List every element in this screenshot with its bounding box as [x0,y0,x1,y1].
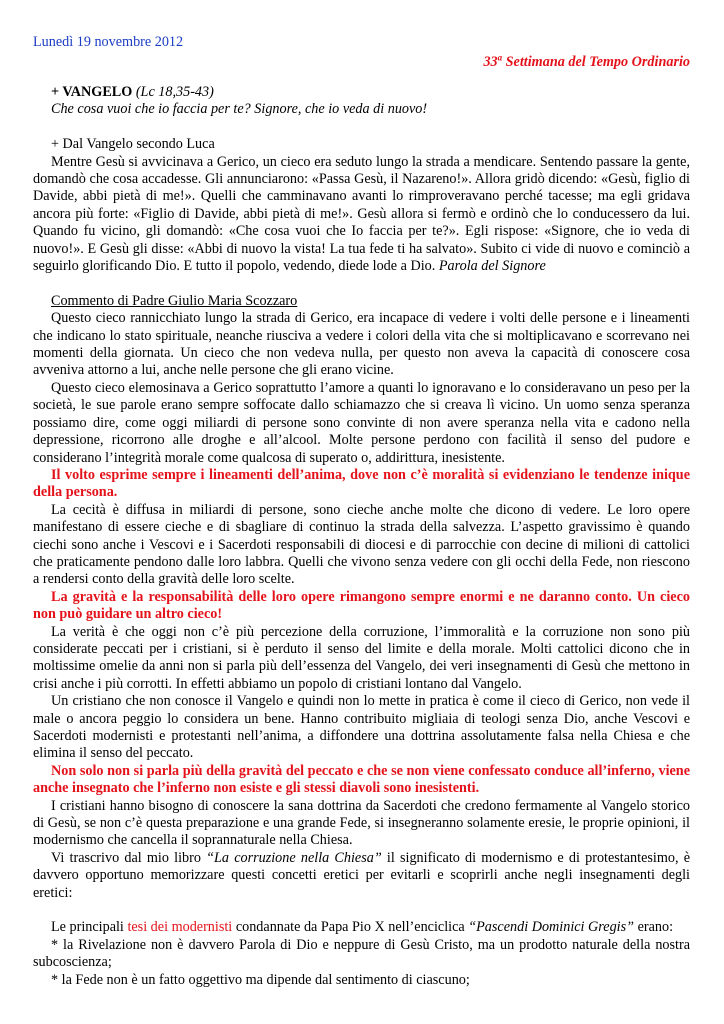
commentary-paragraph-3: La cecità è diffusa in miliardi di persone, sono cieche anche molte che dicono di vedere. Le loro opere manifestano di essere cieche e di sbagliare di continuo la strada della salvezza. L’aspetto gravissimo è quando ciechi sono anche i Vescovi e i Sacerdoti responsabili di diocesi e di parrocchie con decine di milioni di cattolici che praticamente pendono dalle loro labbra. Quelli che vivono senza vedere con gli occhi della Fede, non riescono a rendersi conto della gravità delle loro scelte. [33,501,690,588]
commentary-paragraph-4: La verità è che oggi non c’è più percezione della corruzione, l’immoralità e la corruzione non sono più considerate peccati per i cristiani, si è perduto il senso del limite e della morale. Molti cattolici dicono che in moltissime omelie da anni non si parla più dell’essenza del Vangelo, dei veri insegnamenti di Gesù che mettono in crisi anche i più corrotti. In effetti abbiamo un popolo di cristiani lontano dal Vangelo. [33,623,690,692]
p8-text-a: Le principali [51,919,128,936]
modernist-theses-label: tesi dei modernisti [127,919,233,936]
commentary-paragraph-5: Un cristiano che non conosce il Vangelo e quindi non lo mette in pratica è come il cieco di Gerico, non vede il male o ancora peggio lo considera un bene. Hanno contribuito migliaia di teologi senza Dio, anche Vescovi e Sacerdoti modernisti e protestanti nell’anima, a diffondere una dottrina assolutamente falsa nella Chiesa e che elimina il senso del peccato. [33,693,690,762]
week-ordinal: a [497,52,503,63]
gospel-closing: Parola del Signore [438,258,546,275]
week-text: Settimana del Tempo Ordinario [502,54,690,70]
commentary-heading: Commento di Padre Giulio Maria Scozzaro [51,292,298,309]
gospel-title-line [33,84,690,101]
commentary-paragraph-8 [33,919,690,936]
commentary-paragraph-2: Questo cieco elemosinava a Gerico soprattutto l’amore a quanti lo ignoravano e lo consideravano un peso per la società, le sue parole erano sempre soffocate dallo schiamazzo che si creava lì vicino. Un uomo senza speranza possiamo dire, come oggi miliardi di persone sono convinte di non avere speranza nella vita e cadono nella depressione, ricorrono alle droghe e all’alcool. Molte persone perdono con facilità il senso del pudore e considerano l’integrità morale come qualcosa di superato o, addirittura, inesistente. [33,379,690,466]
p8-text-b: condannate da Papa Pio X nell’enciclica [232,919,469,936]
document-body [33,84,690,989]
commentary-paragraph-7 [33,850,690,902]
gospel-text-paragraph [33,154,690,276]
encyclical-title: “Pascendi Dominici Gregis” [468,919,635,936]
gospel-intro: + Dal Vangelo secondo Luca [51,136,215,153]
bullet-item-2: * la Fede non è un fatto oggettivo ma dipende dal sentimento di ciascuno; [51,971,470,988]
header-liturgical-week [483,54,690,71]
gospel-title: + VANGELO [51,84,133,100]
commentary-paragraph-1: Questo cieco rannicchiato lungo la strada di Gerico, era incapace di vedere i volti delle persone e i lineamenti che indicano lo stato spirituale, neanche riusciva a vedere i colori della vita che si moltiplicavano e scorrevano nei momenti della giornata. Un cieco che non vedeva nulla, per questo non aveva la capacità di conoscere cosa avveniva attorno a lui, anche nelle persone che gli erano vicine. [33,310,690,379]
book-title: “La corruzione nella Chiesa” [206,849,382,866]
week-number: 33 [483,54,498,70]
p8-text-c: erano: [634,919,674,936]
gospel-subtitle: Che cosa vuoi che io faccia per te? Signore, che io veda di nuovo! [51,101,428,118]
highlight-paragraph-1: Il volto esprime sempre i lineamenti dell’anima, dove non c’è moralità si evidenziano le tendenze inique della persona. [33,466,690,501]
header-date: Lunedì 19 novembre 2012 [33,34,184,50]
p7-text-b: il significato di modernismo e di protestantesimo, è davvero opportuno memorizzare questi concetti eretici per evitarli e scoprirli anche negli insegnamenti degli eretici: [33,849,690,901]
highlight-paragraph-3: Non solo non si parla più della gravità del peccato e che se non viene confessato conduce all’inferno, viene anche insegnato che l’inferno non esiste e gli stessi diavoli sono inesistenti. [33,762,690,797]
highlight-paragraph-2: La gravità e la responsabilità delle loro opere rimangono sempre enormi e ne daranno conto. Un cieco non può guidare un altro cieco! [33,588,690,623]
commentary-paragraph-6: I cristiani hanno bisogno di conoscere la sana dottrina da Sacerdoti che credono fermamente al Vangelo storico di Gesù, se non c’è questa preparazione e una grande Fede, si insegneranno solamente eresie, le proprie opinioni, il modernismo che cancella il soprannaturale nella Chiesa. [33,797,690,849]
gospel-reference: (Lc 18,35-43) [135,84,214,100]
bullet-item-1: * la Rivelazione non è davvero Parola di Dio e neppure di Gesù Cristo, ma un prodotto naturale della nostra subcoscienza; [33,936,690,971]
p7-text-a: Vi trascrivo dal mio libro [51,849,207,866]
gospel-text: Mentre Gesù si avvicinava a Gerico, un cieco era seduto lungo la strada a mendicare. Sentendo passare la gente, domandò che cosa accadesse. Gli annunciarono: «Passa Gesù, il Nazareno!». Allora gridò dicendo: «Gesù, figlio di Davide, abbi pietà di me!». Quelli che camminavano avanti lo rimproveravano perché tacesse; ma egli gridava ancora più forte: «Figlio di Davide, abbi pietà di me!». Gesù allora si fermò e ordinò che lo conducessero da lui. Quando fu vicino, gli domandò: «Che cosa vuoi che Io faccia per te?». Egli rispose: «Signore, che io veda di nuovo!». E Gesù gli disse: «Abbi di nuovo la vista! La tua fede ti ha salvato». Subito ci vide di nuovo e cominciò a seguirlo glorificando Dio. E tutto il popolo, vedendo, diede lode a Dio. [33,153,690,275]
